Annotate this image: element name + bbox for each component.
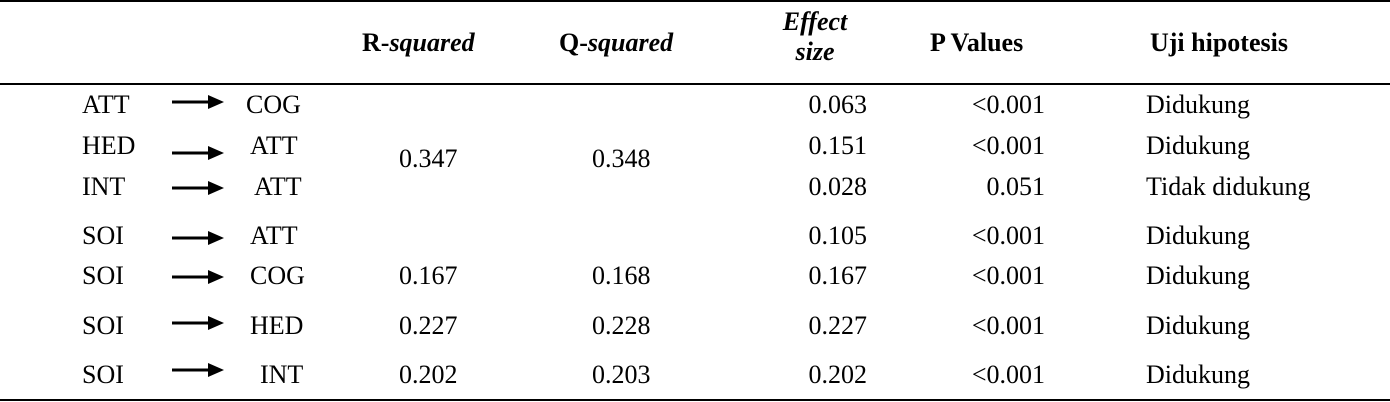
r-squared-value: 0.202 — [399, 360, 458, 389]
effect-size-value: 0.105 — [808, 221, 867, 250]
path-to: HED — [250, 311, 304, 340]
path-to: COG — [246, 90, 301, 119]
effect-size-value: 0.151 — [808, 131, 867, 160]
header-q-squared-italic: squared — [587, 28, 674, 57]
r-squared-value: 0.227 — [399, 311, 458, 340]
uji-hipotesis-value: Didukung — [1146, 261, 1250, 290]
uji-hipotesis-value: Didukung — [1146, 360, 1250, 389]
p-value: <0.001 — [971, 261, 1045, 290]
effect-size-value: 0.028 — [808, 172, 867, 201]
effect-size-value: 0.167 — [808, 261, 867, 290]
uji-hipotesis-value: Didukung — [1146, 311, 1250, 340]
path-to: ATT — [250, 131, 298, 160]
arrow-right-icon — [172, 231, 224, 245]
header-p-values: P Values — [930, 28, 1024, 57]
header-q-squared — [559, 28, 673, 58]
header-effect-line2: size — [795, 37, 835, 66]
p-value: <0.001 — [971, 131, 1045, 160]
r-squared-value: 0.167 — [399, 261, 458, 290]
effect-size-value: 0.202 — [808, 360, 867, 389]
path-from: SOI — [82, 221, 124, 250]
table-bottom-rule — [0, 399, 1390, 401]
table-top-rule — [0, 0, 1390, 2]
p-value: <0.001 — [971, 311, 1045, 340]
path-from: INT — [82, 172, 126, 201]
q-squared-value: 0.348 — [592, 144, 651, 173]
path-from: HED — [82, 131, 136, 160]
header-q-squared-prefix: Q- — [559, 28, 588, 57]
arrow-right-icon — [172, 363, 224, 377]
effect-size-value: 0.063 — [808, 90, 867, 119]
uji-hipotesis-value: Didukung — [1146, 131, 1250, 160]
header-uji-hipotesis: Uji hipotesis — [1150, 28, 1288, 57]
q-squared-value: 0.228 — [592, 311, 651, 340]
p-value: <0.001 — [971, 90, 1045, 119]
path-from: SOI — [82, 311, 124, 340]
r-squared-value: 0.347 — [399, 144, 458, 173]
header-r-squared — [362, 28, 475, 58]
p-value: <0.001 — [971, 221, 1045, 250]
table-header-rule — [0, 83, 1390, 85]
arrow-right-icon — [172, 316, 224, 330]
uji-hipotesis-value: Didukung — [1146, 90, 1250, 119]
path-to: COG — [250, 261, 305, 290]
p-value: 0.051 — [986, 172, 1045, 201]
p-value: <0.001 — [971, 360, 1045, 389]
uji-hipotesis-value: Tidak didukung — [1146, 172, 1311, 201]
path-to: ATT — [250, 221, 298, 250]
header-effect-line1: Effect — [782, 7, 848, 36]
header-effect-size — [760, 7, 870, 67]
effect-size-value: 0.227 — [808, 311, 867, 340]
path-from: SOI — [82, 360, 124, 389]
q-squared-value: 0.168 — [592, 261, 651, 290]
q-squared-value: 0.203 — [592, 360, 651, 389]
path-from: SOI — [82, 261, 124, 290]
header-r-squared-italic: squared — [389, 28, 475, 57]
arrow-right-icon — [172, 95, 224, 109]
arrow-right-icon — [172, 270, 224, 284]
path-from: ATT — [82, 90, 130, 119]
arrow-right-icon — [172, 146, 224, 160]
arrow-right-icon — [172, 181, 224, 195]
uji-hipotesis-value: Didukung — [1146, 221, 1250, 250]
header-r-squared-prefix: R- — [362, 28, 390, 57]
path-to: ATT — [254, 172, 302, 201]
path-to: INT — [260, 360, 304, 389]
